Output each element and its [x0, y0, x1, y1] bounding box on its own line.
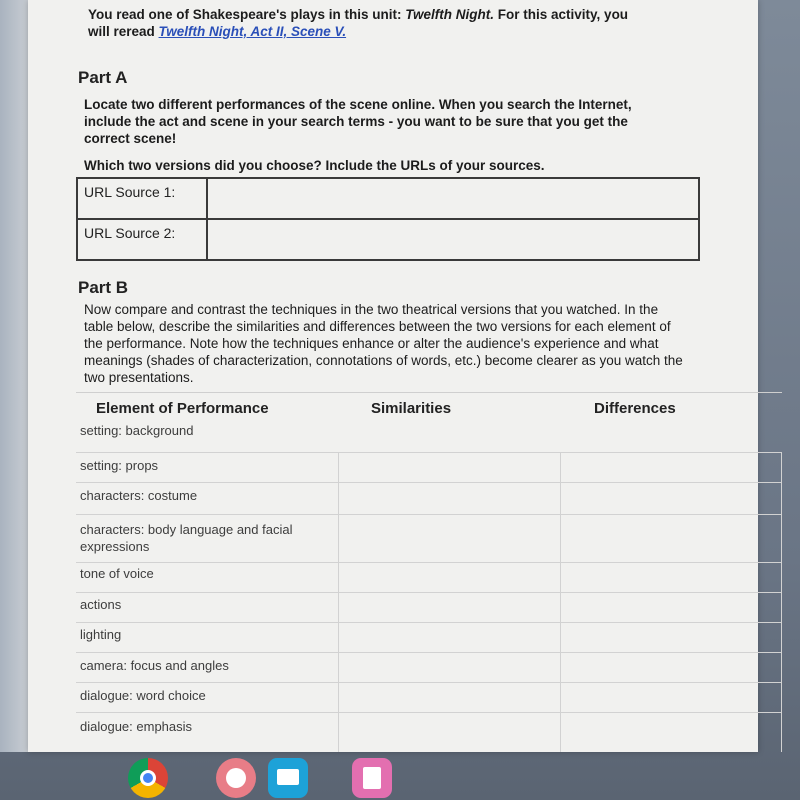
- row-label-body-language: characters: body language and facial expressions: [80, 522, 293, 554]
- intro-text: [88, 6, 708, 40]
- slides-icon[interactable]: [268, 758, 308, 798]
- url-table: [76, 177, 700, 261]
- part-b-title: Part B: [78, 278, 129, 297]
- url-source-1-field[interactable]: [207, 178, 699, 219]
- page-shadow: [0, 0, 28, 752]
- intro-line1: You read one of Shakespeare's plays in this unit:: [88, 7, 406, 22]
- chrome-icon[interactable]: [128, 758, 168, 798]
- table-row[interactable]: [76, 712, 782, 753]
- play-title: Twelfth Night.: [405, 7, 495, 22]
- row-label-word-choice: dialogue: word choice: [80, 688, 206, 703]
- docs-icon[interactable]: [352, 758, 392, 798]
- part-a-question: Which two versions did you choose? Include the URLs of your sources.: [84, 158, 545, 173]
- row-label-setting-background: setting: background: [80, 423, 194, 438]
- url-row-2: [77, 219, 699, 260]
- performance-table: [76, 392, 782, 752]
- intro-line2: will reread: [88, 24, 159, 39]
- row-label-actions: actions: [80, 597, 122, 612]
- row-label-characters-costume: characters: costume: [80, 488, 198, 503]
- column-divider: [338, 452, 339, 752]
- intro-line1-suffix: For this activity, you: [494, 7, 629, 22]
- table-row[interactable]: [76, 592, 782, 623]
- part-a-instructions: Locate two different performances of the scene online. When you search the Internet, include the act and scene in your search terms - you want to be sure that you get the correct scene!: [84, 97, 632, 146]
- table-row[interactable]: [76, 482, 782, 515]
- table-row[interactable]: [76, 514, 782, 563]
- column-similarities: Similarities: [371, 400, 452, 417]
- column-element: Element of Performance: [96, 400, 269, 417]
- row-label-lighting: lighting: [80, 627, 122, 642]
- url-row-1: [77, 178, 699, 219]
- part-b-instructions: Now compare and contrast the techniques in the two theatrical versions that you watched. In the table below, describe the similarities and differences between the two versions for each element of the performance. Note how the techniques enhance or alter the audience's experience and what meanings (shades of characterization, connotations of words, etc.) become clearer as you watch the two presentations.: [84, 302, 683, 385]
- row-label-tone-of-voice: tone of voice: [80, 566, 154, 581]
- column-divider: [781, 452, 782, 752]
- table-row[interactable]: [76, 562, 782, 593]
- row-label-emphasis: dialogue: emphasis: [80, 719, 193, 734]
- url-source-1-label: URL Source 1:: [77, 178, 207, 219]
- scene-link[interactable]: Twelfth Night, Act II, Scene V.: [158, 24, 347, 39]
- palette-icon[interactable]: [216, 758, 256, 798]
- column-divider: [560, 452, 561, 752]
- row-label-setting-props: setting: props: [80, 458, 159, 473]
- table-row[interactable]: [76, 682, 782, 713]
- table-row[interactable]: [76, 452, 782, 483]
- column-differences: Differences: [594, 400, 676, 417]
- row-label-camera: camera: focus and angles: [80, 658, 229, 673]
- document-page: [28, 0, 758, 752]
- table-row[interactable]: [76, 622, 782, 653]
- app-dock: [120, 758, 390, 800]
- part-a-title: Part A: [78, 68, 128, 87]
- url-source-2-label: URL Source 2:: [77, 219, 207, 260]
- table-row[interactable]: [76, 652, 782, 683]
- url-source-2-field[interactable]: [207, 219, 699, 260]
